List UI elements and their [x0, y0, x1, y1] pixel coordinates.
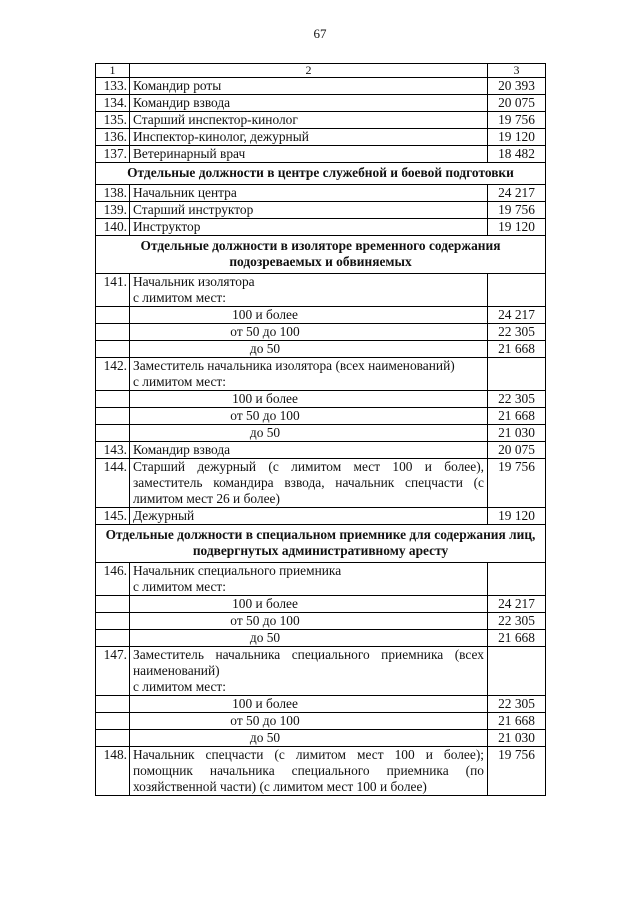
table-row [96, 358, 546, 391]
row-number: 140. [96, 219, 130, 236]
limit-caption: с лимитом мест: [133, 374, 226, 389]
row-number: 148. [96, 747, 130, 796]
page-number: 67 [313, 26, 327, 41]
header-col-2: 2 [130, 64, 488, 78]
salary-value: 21 668 [488, 341, 546, 358]
row-number: 136. [96, 129, 130, 146]
table-row [96, 563, 546, 596]
row-number-empty [96, 408, 130, 425]
salary-value: 21 668 [488, 630, 546, 647]
table-subrow [96, 596, 546, 613]
salary-value: 19 756 [488, 112, 546, 129]
limit-label: до 50 [130, 341, 488, 358]
position-title: Командир роты [130, 78, 488, 95]
row-number-empty [96, 730, 130, 747]
table-row [96, 747, 546, 796]
row-number: 147. [96, 647, 130, 696]
row-number: 143. [96, 442, 130, 459]
position-title [130, 274, 488, 307]
position-title: Ветеринарный врач [130, 146, 488, 163]
row-number: 142. [96, 358, 130, 391]
row-number-empty [96, 391, 130, 408]
table-subrow [96, 391, 546, 408]
table-row [96, 647, 546, 696]
table-subrow [96, 324, 546, 341]
salary-value: 22 305 [488, 613, 546, 630]
salary-value: 22 305 [488, 696, 546, 713]
table-row [96, 95, 546, 112]
table-subrow [96, 408, 546, 425]
table-row [96, 219, 546, 236]
header-col-3: 3 [488, 64, 546, 78]
salary-value: 21 668 [488, 408, 546, 425]
table-header [96, 64, 546, 78]
salary-value: 22 305 [488, 391, 546, 408]
salary-value: 24 217 [488, 185, 546, 202]
table-subrow [96, 696, 546, 713]
limit-label: до 50 [130, 730, 488, 747]
position-title [130, 563, 488, 596]
row-number: 141. [96, 274, 130, 307]
section-heading-row [96, 236, 546, 274]
table-row [96, 202, 546, 219]
salary-value: 20 075 [488, 442, 546, 459]
salary-value-empty [488, 358, 546, 391]
table-row [96, 274, 546, 307]
salary-value: 19 120 [488, 508, 546, 525]
table-row [96, 185, 546, 202]
row-number: 139. [96, 202, 130, 219]
limit-label: 100 и более [130, 391, 488, 408]
position-title: Начальник центра [130, 185, 488, 202]
salary-value: 19 120 [488, 129, 546, 146]
salary-table [95, 63, 546, 796]
position-title-text: Заместитель начальника специального приемника (всех наименований) [133, 647, 484, 678]
salary-value: 19 756 [488, 459, 546, 508]
salary-value: 22 305 [488, 324, 546, 341]
position-title: Инспектор-кинолог, дежурный [130, 129, 488, 146]
salary-value-empty [488, 563, 546, 596]
row-number-empty [96, 307, 130, 324]
row-number-empty [96, 613, 130, 630]
row-number: 138. [96, 185, 130, 202]
row-number: 144. [96, 459, 130, 508]
limit-caption: с лимитом мест: [133, 679, 226, 694]
limit-label: до 50 [130, 425, 488, 442]
salary-value: 24 217 [488, 596, 546, 613]
section-heading: Отдельные должности в центре служебной и боевой подготовки [96, 163, 546, 185]
table-subrow [96, 730, 546, 747]
salary-value: 21 030 [488, 730, 546, 747]
limit-label: до 50 [130, 630, 488, 647]
salary-value: 21 030 [488, 425, 546, 442]
row-number-empty [96, 425, 130, 442]
position-title: Старший дежурный (с лимитом мест 100 и более), заместитель командира взвода, начальник спецчасти (с лимитом мест 26 и более) [130, 459, 488, 508]
table-subrow [96, 630, 546, 647]
limit-caption: с лимитом мест: [133, 290, 226, 305]
position-title: Командир взвода [130, 95, 488, 112]
position-title: Дежурный [130, 508, 488, 525]
row-number-empty [96, 696, 130, 713]
salary-value: 20 393 [488, 78, 546, 95]
salary-value-empty [488, 274, 546, 307]
salary-value: 24 217 [488, 307, 546, 324]
row-number: 135. [96, 112, 130, 129]
position-title: Старший инспектор-кинолог [130, 112, 488, 129]
row-number: 145. [96, 508, 130, 525]
salary-value: 19 756 [488, 202, 546, 219]
row-number-empty [96, 630, 130, 647]
limit-label: от 50 до 100 [130, 713, 488, 730]
limit-label: 100 и более [130, 307, 488, 324]
section-heading-row [96, 163, 546, 185]
section-heading-row [96, 525, 546, 563]
table-subrow [96, 307, 546, 324]
section-heading: Отдельные должности в изоляторе временного содержания подозреваемых и обвиняемых [96, 236, 546, 274]
row-number: 133. [96, 78, 130, 95]
position-title-text: Начальник изолятора [133, 274, 255, 289]
table-subrow [96, 341, 546, 358]
salary-value: 19 120 [488, 219, 546, 236]
table-row [96, 508, 546, 525]
table-subrow [96, 713, 546, 730]
row-number-empty [96, 341, 130, 358]
position-title [130, 358, 488, 391]
row-number-empty [96, 713, 130, 730]
position-title [130, 647, 488, 696]
table-row [96, 146, 546, 163]
row-number: 146. [96, 563, 130, 596]
table-subrow [96, 425, 546, 442]
position-title: Старший инструктор [130, 202, 488, 219]
limit-caption: с лимитом мест: [133, 579, 226, 594]
limit-label: от 50 до 100 [130, 324, 488, 341]
table-row [96, 112, 546, 129]
limit-label: от 50 до 100 [130, 613, 488, 630]
row-number: 134. [96, 95, 130, 112]
table-row [96, 459, 546, 508]
row-number-empty [96, 596, 130, 613]
row-number-empty [96, 324, 130, 341]
section-heading: Отдельные должности в специальном приемнике для содержания лиц, подвергнутых административному аресту [96, 525, 546, 563]
header-col-1: 1 [96, 64, 130, 78]
salary-value: 18 482 [488, 146, 546, 163]
limit-label: 100 и более [130, 696, 488, 713]
table-row [96, 442, 546, 459]
salary-value: 21 668 [488, 713, 546, 730]
row-number: 137. [96, 146, 130, 163]
salary-value: 19 756 [488, 747, 546, 796]
limit-label: от 50 до 100 [130, 408, 488, 425]
salary-value: 20 075 [488, 95, 546, 112]
position-title-text: Начальник специального приемника [133, 563, 342, 578]
position-title-text: Заместитель начальника изолятора (всех наименований) [133, 358, 455, 373]
table-row [96, 78, 546, 95]
table-subrow [96, 613, 546, 630]
position-title: Начальник спецчасти (с лимитом мест 100 и более); помощник начальника специального приемника (по хозяйственной части) (с лимитом мест 100 и более) [130, 747, 488, 796]
table-row [96, 129, 546, 146]
salary-value-empty [488, 647, 546, 696]
limit-label: 100 и более [130, 596, 488, 613]
position-title: Инструктор [130, 219, 488, 236]
position-title: Командир взвода [130, 442, 488, 459]
